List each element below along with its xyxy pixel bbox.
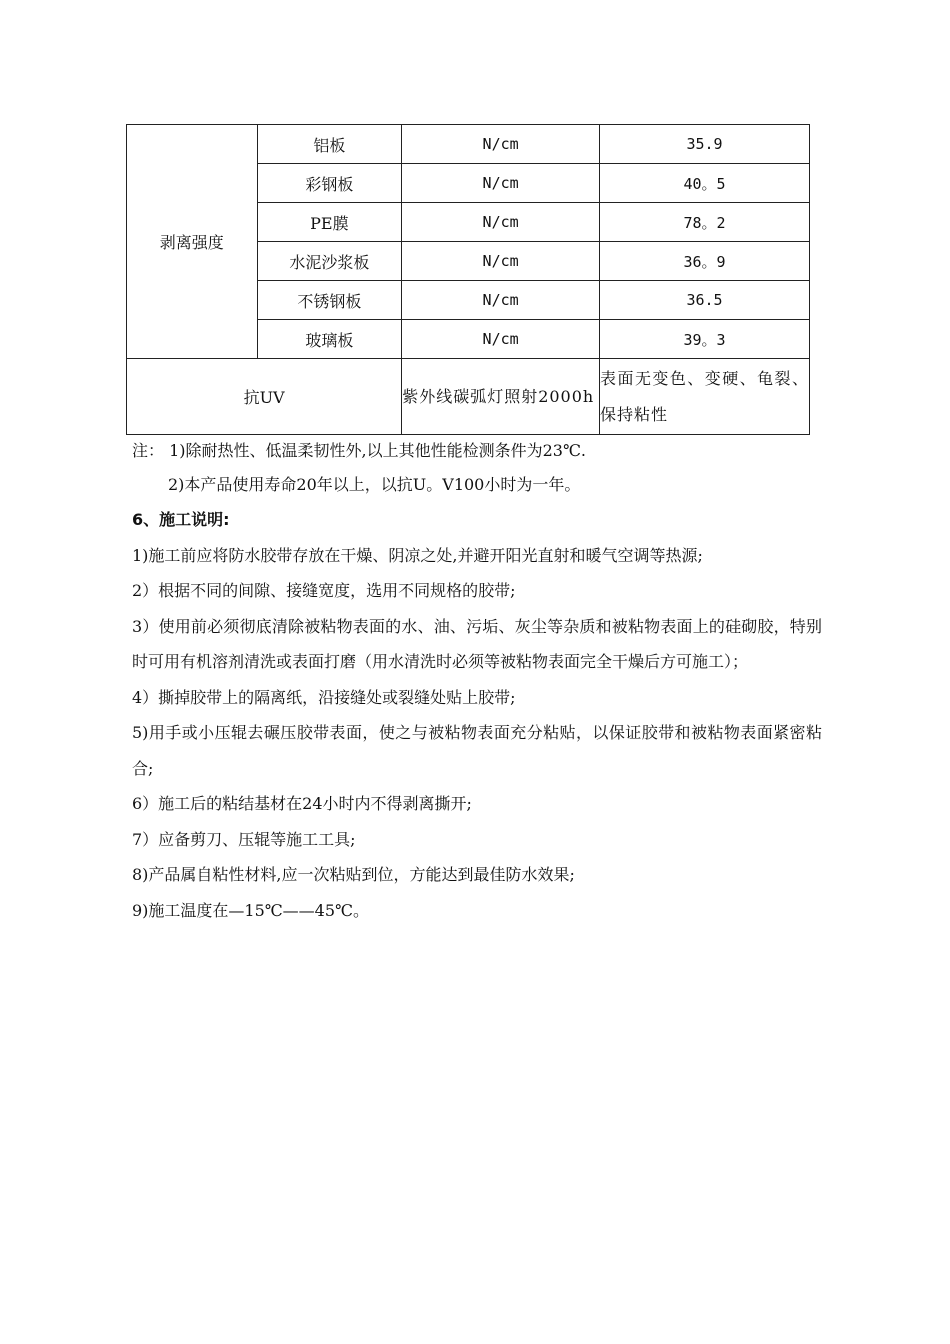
material-cell: 玻璃板 — [257, 320, 402, 359]
table-row-uv — [127, 359, 810, 435]
uv-result: 表面无变色、变硬、龟裂、保持粘性 — [600, 359, 810, 435]
uv-label: 抗UV — [127, 359, 402, 435]
unit-cell: N/cm — [402, 281, 600, 320]
peel-strength-label: 剥离强度 — [127, 125, 258, 359]
unit-cell: N/cm — [402, 320, 600, 359]
instruction-item: 2）根据不同的间隙、接缝宽度，选用不同规格的胶带; — [132, 581, 516, 600]
instruction-item: 5)用手或小压辊去碾压胶带表面，使之与被粘物表面充分粘贴，以保证胶带和被粘物表面紧密粘合; — [132, 723, 822, 778]
instruction-item: 9)施工温度在—15℃——45℃。 — [132, 900, 369, 920]
notes-block — [132, 434, 822, 502]
value-cell: 35.9 — [600, 125, 810, 164]
uv-condition: 紫外线碳弧灯照射2000h — [402, 359, 600, 435]
value-cell: 36.5 — [600, 281, 810, 320]
section-title: 6、施工说明: — [132, 510, 230, 529]
note-line: 注： 1)除耐热性、低温柔韧性外,以上其他性能检测条件为23℃. — [132, 441, 586, 460]
unit-cell: N/cm — [402, 242, 600, 281]
instruction-item: 4）撕掉胶带上的隔离纸，沿接缝处或裂缝处贴上胶带; — [132, 687, 516, 707]
material-cell: PE膜 — [257, 203, 402, 242]
performance-table — [126, 124, 810, 435]
unit-cell: N/cm — [402, 203, 600, 242]
value-cell: 36。9 — [600, 242, 810, 281]
value-cell: 40。5 — [600, 164, 810, 203]
note-line: 2)本产品使用寿命20年以上，以抗U。V100小时为一年。 — [168, 475, 581, 494]
unit-cell: N/cm — [402, 164, 600, 203]
instruction-item: 8)产品属自粘性材料,应一次粘贴到位，方能达到最佳防水效果; — [132, 865, 575, 884]
value-cell: 78。2 — [600, 203, 810, 242]
instruction-item: 7）应备剪刀、压辊等施工工具; — [132, 829, 356, 849]
instruction-item: 3）使用前必须彻底清除被粘物表面的水、油、污垢、灰尘等杂质和被粘物表面上的硅砌胶，特别时可用有机溶剂清洗或表面打磨（用水清洗时必须等被粘物表面完全干燥后方可施工）； — [132, 616, 822, 671]
unit-cell: N/cm — [402, 125, 600, 164]
material-cell: 彩钢板 — [257, 164, 402, 203]
table-row — [127, 125, 810, 164]
material-cell: 不锈钢板 — [257, 281, 402, 320]
material-cell: 铝板 — [257, 125, 402, 164]
material-cell: 水泥沙浆板 — [257, 242, 402, 281]
construction-section — [132, 502, 822, 928]
value-cell: 39。3 — [600, 320, 810, 359]
instruction-item: 6）施工后的粘结基材在24小时内不得剥离撕开; — [132, 794, 472, 813]
instruction-item: 1)施工前应将防水胶带存放在干燥、阴凉之处,并避开阳光直射和暖气空调等热源; — [132, 545, 703, 565]
